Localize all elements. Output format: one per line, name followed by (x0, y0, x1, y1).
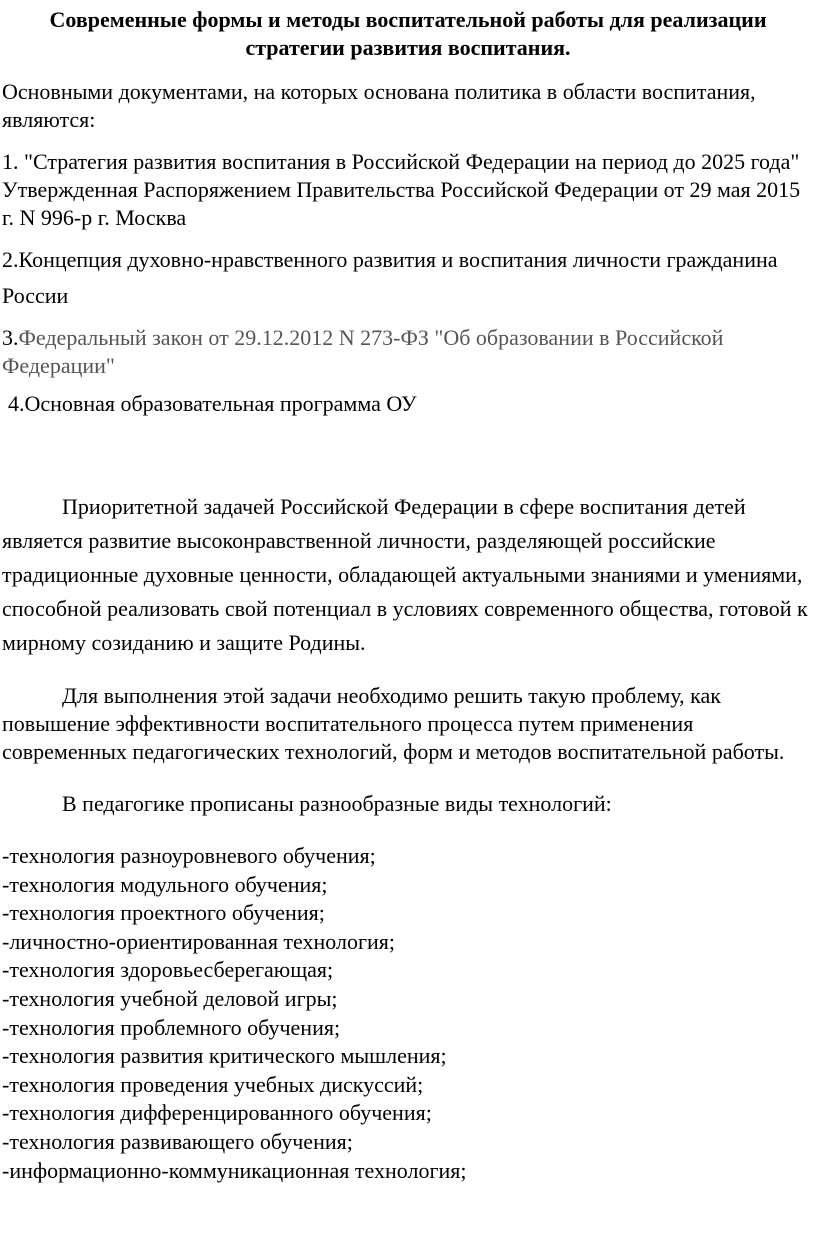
technologies-intro: В педагогике прописаны разнообразные виды технологий: (62, 791, 612, 816)
solution-paragraph: Для выполнения этой задачи необходимо решить такую проблему, как повышение эффективности воспитательного процесса путем применения современных педагогических технологий, форм и методов воспитательной работы. (2, 683, 785, 764)
document-item-2: 2.Концепция духовно-нравственного развития и воспитания личности гражданина России (2, 247, 778, 308)
document-item-4: 4.Основная образовательная программа ОУ (8, 391, 417, 416)
list-item: -личностно-ориентированная технология; (2, 928, 396, 954)
list-item: -технология разноуровневого обучения; (2, 843, 376, 868)
list-item: -технология проблемного обучения; (2, 1014, 341, 1040)
document-title: Современные формы и методы воспитательной работы для реализации стратегии развития воспитания. (49, 7, 767, 60)
priority-paragraph: Приоритетной задачей Российской Федерации в сфере воспитания детей является развитие высоконравственной личности, разделяющей российские традиционные духовные ценности, обладающей актуальными знаниями и умениями, способной реализовать свой потенциал в условиях современного общества, готовой к мирному созиданию и защите Родины. (2, 494, 808, 655)
intro-paragraph: Основными документами, на которых основана политика в области воспитания, являются: (2, 79, 756, 132)
list-item: -технология проведения учебных дискуссий; (2, 1071, 424, 1097)
document-item-3-text: Федеральный закон от 29.12.2012 N 273-ФЗ "Об образовании в Российской Федерации" (2, 325, 724, 378)
list-item: -технология проектного обучения; (2, 900, 325, 926)
list-item: -технология учебной деловой игры; (2, 985, 338, 1011)
list-item: -технология дифференцированного обучения; (2, 1100, 432, 1126)
list-item: -информационно-коммуникационная технология; (2, 1157, 467, 1183)
document-item-3-number: 3. (2, 325, 19, 350)
list-item: -технология здоровьесберегающая; (2, 957, 334, 983)
list-item: -технология развития критического мышления; (2, 1043, 447, 1069)
document-item-3 (2, 324, 814, 380)
list-item: -технология модульного обучения; (2, 871, 328, 897)
document-item-1: 1. "Стратегия развития воспитания в Российской Федерации на период до 2025 года" Утвержденная Распоряжением Правительства Российской Федерации от 29 мая 2015 г. N 996-р г. Москва (2, 149, 801, 230)
technologies-list (2, 842, 814, 1185)
list-item: -технология развивающего обучения; (2, 1128, 353, 1154)
